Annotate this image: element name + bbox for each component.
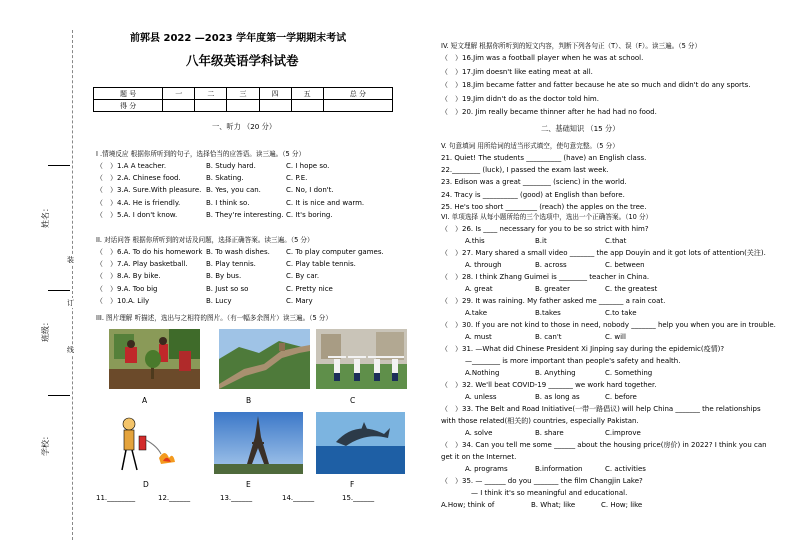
option-b: B. They're interesting. bbox=[206, 210, 284, 219]
picture-a-tree-planting bbox=[109, 329, 200, 389]
option-b: B. greater bbox=[535, 285, 570, 293]
picture-label-e: E bbox=[246, 480, 251, 489]
name-label: 姓名： bbox=[41, 204, 50, 228]
question-row-continued: get it on the Internet. bbox=[441, 453, 517, 461]
option-b: B.information bbox=[535, 465, 583, 473]
options-row bbox=[441, 391, 776, 403]
score-cell: 五 bbox=[291, 88, 323, 100]
option-a: （ ）3.A. Sure.With pleasure. bbox=[96, 186, 202, 195]
picture-c-exercise bbox=[316, 329, 407, 389]
question-row: （ ）27. Mary shared a small video _______ the app Douyin and it got lots of attention(关注). bbox=[441, 249, 766, 257]
answer-blank-11[interactable]: 11.________ bbox=[96, 494, 136, 502]
picture-label-d: D bbox=[143, 480, 149, 489]
question-row: （ ）32. We'll beat COVID-19 _______ we work hard together. bbox=[441, 381, 657, 389]
option-a: A. through bbox=[465, 261, 502, 269]
score-header-row bbox=[94, 88, 393, 100]
score-value-row bbox=[94, 100, 393, 112]
question-row: （ ）31. —What did Chinese President Xi Jinping say during the epidemic(疫情)? bbox=[441, 345, 725, 353]
option-a: （ ）7.A. Play basketball. bbox=[96, 260, 188, 269]
school-underline bbox=[48, 395, 70, 396]
option-a: （ ）4.A. He is friendly. bbox=[96, 198, 181, 207]
option-b: B. Play tennis. bbox=[206, 260, 256, 269]
score-cell: 总 分 bbox=[323, 88, 392, 100]
option-b: B. Anything bbox=[535, 369, 576, 377]
option-c: C. between bbox=[605, 261, 645, 269]
part5-instruction: V. 句意填词 用所给词的适当形式填空，使句意完整。（5 分） bbox=[441, 142, 619, 150]
score-cell: 二 bbox=[195, 88, 227, 100]
answer-blank-14[interactable]: 14.______ bbox=[282, 494, 315, 502]
question-row: （ ）17.Jim doesn't like eating meat at all. bbox=[441, 67, 593, 76]
part6-instruction: VI. 单项选择 从每小题所给的三个选项中，选出一个正确答案。（10 分） bbox=[441, 213, 653, 221]
option-c: C. Play table tennis. bbox=[286, 260, 356, 269]
option-b: B.takes bbox=[535, 309, 561, 317]
options-row bbox=[441, 367, 776, 379]
question-row: 25. He's too short _________ (reach) the apples on the tree. bbox=[441, 202, 647, 211]
option-b: B. Skating. bbox=[206, 174, 244, 183]
score-cell: 一 bbox=[163, 88, 195, 100]
question-row: （ ）28. I think Zhang Guimei is ________ teacher in China. bbox=[441, 273, 650, 281]
part4-instruction: IV. 短文理解 根据你所听到的短文内容，判断下列各句正（T）、误（F）。读三遍。（5 分） bbox=[441, 42, 702, 50]
option-a: A.How; think of bbox=[441, 501, 495, 509]
option-a: A.take bbox=[465, 309, 488, 317]
question-row bbox=[96, 270, 384, 282]
answer-blank-15[interactable]: 15.______ bbox=[342, 494, 375, 502]
question-row: （ ）34. Can you tell me some ______ about the housing price(房价) in 2022? I think you can bbox=[441, 441, 767, 449]
option-c: C. It's boring. bbox=[286, 210, 333, 219]
options-row bbox=[441, 307, 776, 319]
options-row bbox=[441, 463, 776, 475]
option-a: A. unless bbox=[465, 393, 497, 401]
option-b: B.it bbox=[535, 237, 547, 245]
section-basics-heading: 二、基础知识 （15 分） bbox=[541, 124, 620, 133]
option-c: C. How; like bbox=[601, 501, 643, 509]
option-a: A.this bbox=[465, 237, 485, 245]
options-row bbox=[441, 331, 776, 343]
options-row bbox=[441, 235, 776, 247]
question-row: （ ）33. The Belt and Road Initiative(一带一路倡议) will help China _______ the relationships bbox=[441, 405, 761, 413]
question-row: （ ）35. — ______ do you _______ the film Changjin Lake? bbox=[441, 477, 643, 485]
option-b: B. Just so so bbox=[206, 284, 249, 293]
option-c: C. It is nice and warm. bbox=[286, 198, 365, 207]
question-row: （ ）20. Jim really became thinner after he had had no food. bbox=[441, 108, 657, 117]
score-cell[interactable] bbox=[259, 100, 291, 112]
score-cell[interactable] bbox=[323, 100, 392, 112]
question-row bbox=[96, 295, 384, 307]
question-row bbox=[96, 209, 364, 221]
question-row bbox=[96, 184, 364, 196]
section-listening-heading: 一、听力 （20 分） bbox=[212, 122, 277, 131]
option-a: （ ）2.A. Chinese food. bbox=[96, 174, 181, 183]
option-a: A. solve bbox=[465, 429, 493, 437]
picture-b-great-wall bbox=[219, 329, 310, 389]
option-b: B. I think so. bbox=[206, 198, 250, 207]
picture-label-c: C bbox=[350, 396, 356, 405]
score-cell[interactable] bbox=[291, 100, 323, 112]
options-row bbox=[441, 499, 776, 511]
question-row: （ ）16.Jim was a football player when he was at school. bbox=[441, 54, 644, 62]
option-c: C. Something bbox=[605, 369, 653, 377]
score-cell[interactable] bbox=[163, 100, 195, 112]
option-a: （ ）8.A. By bike. bbox=[96, 272, 161, 281]
score-cell: 三 bbox=[227, 88, 259, 100]
question-row-continued: with those related(相关的) countries, especially Pakistan. bbox=[441, 417, 639, 425]
option-c: C. will bbox=[605, 333, 626, 341]
option-a: （ ）1.A A teacher. bbox=[96, 162, 167, 170]
answer-blank-12[interactable]: 12.______ bbox=[158, 494, 191, 502]
option-a: （ ）6.A. To do his homework bbox=[96, 248, 203, 256]
option-c: C. before bbox=[605, 393, 637, 401]
option-c: C. the greatest bbox=[605, 285, 658, 293]
option-a: （ ）10.A. Lily bbox=[96, 296, 150, 305]
options-row bbox=[441, 259, 776, 271]
question-row bbox=[96, 197, 364, 209]
class-underline bbox=[48, 290, 70, 291]
option-b: B. To wash dishes. bbox=[206, 248, 270, 256]
question-row bbox=[96, 246, 384, 258]
question-row: 23. Edison was a great ________ (scienc) in the world. bbox=[441, 178, 627, 187]
picture-e-eiffel-tower bbox=[214, 412, 303, 474]
school-label: 学校： bbox=[41, 432, 50, 456]
class-label: 班级： bbox=[41, 318, 50, 342]
question-row: （ ）29. It was raining. My father asked me _______ a rain coat. bbox=[441, 297, 666, 305]
question-row: （ ）18.Jim became fatter and fatter because he ate so much and didn't do any sports. bbox=[441, 81, 751, 90]
score-cell: 题 号 bbox=[94, 88, 163, 100]
question-row-continued: —________ is more important than people's safety and health. bbox=[465, 357, 681, 365]
question-row-continued: — I think it's so meaningful and educational. bbox=[471, 489, 628, 497]
option-b: B. can't bbox=[535, 333, 562, 341]
option-c: C. To play computer games. bbox=[286, 248, 384, 256]
question-row bbox=[96, 172, 364, 184]
option-c: C.that bbox=[605, 237, 627, 245]
option-c: C. By car. bbox=[286, 272, 320, 281]
option-a: （ ）9.A. Too big bbox=[96, 284, 158, 293]
option-b: B. By bus. bbox=[206, 272, 242, 281]
option-b: B. Yes, you can. bbox=[206, 186, 261, 195]
option-a: A. great bbox=[465, 285, 493, 293]
binding-line bbox=[72, 30, 73, 540]
option-c: C. P.E. bbox=[286, 174, 308, 183]
option-c: C. I hope so. bbox=[286, 162, 330, 170]
score-cell[interactable] bbox=[227, 100, 259, 112]
option-b: B. share bbox=[535, 429, 564, 437]
option-c: C. Pretty nice bbox=[286, 284, 333, 293]
question-row: 21. Quiet! The students __________ (have) an English class. bbox=[441, 154, 647, 162]
option-a: A.Nothing bbox=[465, 369, 500, 377]
picture-label-f: F bbox=[350, 480, 355, 489]
score-cell: 得 分 bbox=[94, 100, 163, 112]
options-row bbox=[441, 283, 776, 295]
option-c: C.to take bbox=[605, 309, 637, 317]
option-c: C. activities bbox=[605, 465, 646, 473]
name-underline bbox=[48, 165, 70, 166]
option-c: C.improve bbox=[605, 429, 641, 437]
answer-blank-13[interactable]: 13.______ bbox=[220, 494, 253, 502]
question-row: 24. Tracy is __________ (good) at English than before. bbox=[441, 190, 625, 199]
option-b: B. What; like bbox=[531, 501, 576, 509]
part1-instruction: I .情境反应 根据你所听到的句子，选择恰当的应答语。读三遍。（5 分） bbox=[96, 150, 306, 158]
cut-mark-3: 线 bbox=[67, 346, 74, 354]
option-b: B. Lucy bbox=[206, 296, 232, 305]
option-c: C. Mary bbox=[286, 296, 313, 305]
question-row: 22.________ (luck), I passed the exam last week. bbox=[441, 166, 609, 175]
part3-instruction: III. 图片理解 听描述，选出与之相符的图片。（有一幅多余图片）读三遍。（5 分） bbox=[96, 314, 332, 322]
option-c: C. No, I don't. bbox=[286, 186, 334, 195]
options-row bbox=[441, 427, 776, 439]
option-a: A. programs bbox=[465, 465, 508, 473]
exam-subtitle: 八年级英语学科试卷 bbox=[186, 53, 299, 68]
option-a: （ ）5.A. I don't know. bbox=[96, 210, 178, 219]
score-cell: 四 bbox=[259, 88, 291, 100]
cut-mark-2: 订 bbox=[67, 299, 74, 307]
question-row: （ ）19.Jim didn't do as the doctor told him. bbox=[441, 94, 599, 103]
question-row bbox=[96, 258, 384, 270]
option-b: B. as long as bbox=[535, 393, 580, 401]
option-b: B. Study hard. bbox=[206, 162, 256, 170]
option-a: A. must bbox=[465, 333, 492, 341]
score-table bbox=[93, 87, 393, 112]
part2-instruction: II. 对话问答 根据你所听到的对话及问题，选择正确答案。读三遍。（5 分） bbox=[96, 236, 314, 244]
exam-title: 前郭县 2022 —2023 学年度第一学期期末考试 bbox=[130, 33, 347, 44]
question-row: （ ）30. If you are not kind to those in need, nobody _______ help you when you are in trouble. bbox=[441, 321, 776, 329]
score-cell[interactable] bbox=[195, 100, 227, 112]
picture-d-fire-extinguisher bbox=[109, 412, 179, 476]
picture-f-dolphin bbox=[316, 412, 405, 474]
cut-mark-1: 装 bbox=[67, 256, 74, 264]
question-row bbox=[96, 160, 364, 172]
picture-label-a: A bbox=[142, 396, 148, 405]
option-b: B. across bbox=[535, 261, 567, 269]
question-row bbox=[96, 283, 384, 295]
picture-label-b: B bbox=[246, 396, 252, 405]
question-row: （ ）26. Is ____ necessary for you to be so strict with him? bbox=[441, 225, 649, 233]
